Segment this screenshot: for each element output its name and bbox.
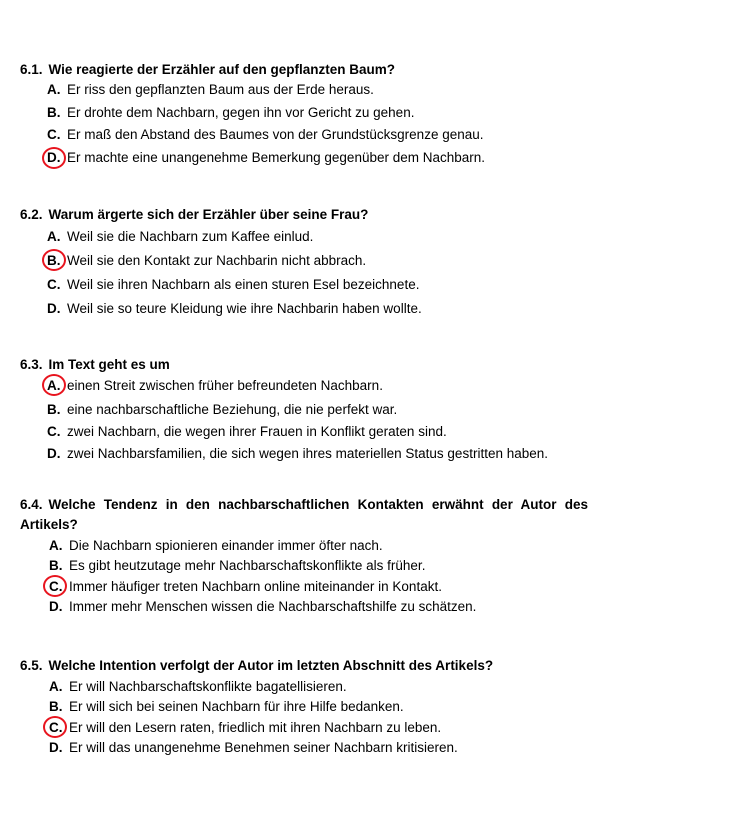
option-letter: A.: [47, 82, 61, 97]
option-letter: B.: [47, 105, 61, 120]
option-letter: B.: [47, 253, 61, 268]
option-text: eine nachbarschaftliche Beziehung, die nie perfekt war.: [67, 402, 398, 417]
option-letter: C.: [47, 424, 61, 439]
option-text: Er riss den gepflanzten Baum aus der Erde heraus.: [67, 82, 374, 97]
option-letter: D.: [49, 599, 63, 614]
question-number: 6.5.: [20, 658, 43, 673]
option-letter: A.: [49, 538, 63, 553]
option-text: Er will das unangenehme Benehmen seiner Nachbarn kritisieren.: [69, 740, 458, 755]
option-text: Weil sie ihren Nachbarn als einen sturen Esel bezeichnete.: [67, 277, 420, 292]
option-d[interactable]: [49, 740, 458, 756]
question-title: [20, 207, 368, 223]
question-text: Welche Intention verfolgt der Autor im letzten Abschnitt des Artikels?: [48, 658, 494, 673]
option-text: zwei Nachbarn, die wegen ihrer Frauen in Konflikt geraten sind.: [67, 424, 447, 439]
option-letter: D.: [49, 740, 63, 755]
question-number: 6.2.: [20, 207, 43, 222]
option-text: Weil sie so teure Kleidung wie ihre Nachbarin haben wollte.: [67, 301, 422, 316]
option-c[interactable]: [49, 720, 441, 736]
option-text: Immer häufiger treten Nachbarn online miteinander in Kontakt.: [69, 579, 442, 594]
option-text: zwei Nachbarsfamilien, die sich wegen ihres materiellen Status gestritten haben.: [67, 446, 548, 461]
question-text: Wie reagierte der Erzähler auf den gepflanzten Baum?: [48, 62, 395, 77]
question-title: [20, 62, 395, 78]
question-text: Im Text geht es um: [48, 357, 170, 372]
option-a[interactable]: [49, 679, 347, 695]
option-letter: C.: [49, 579, 63, 594]
option-letter: D.: [47, 150, 61, 165]
option-a[interactable]: [47, 378, 383, 394]
option-letter: A.: [47, 378, 61, 393]
question-title: [20, 495, 588, 535]
option-text: einen Streit zwischen früher befreundeten Nachbarn.: [67, 378, 383, 393]
option-letter: C.: [47, 127, 61, 142]
question-number: 6.3.: [20, 357, 43, 372]
option-text: Er will den Lesern raten, friedlich mit ihren Nachbarn zu leben.: [69, 720, 442, 735]
question-number: 6.4.: [20, 497, 43, 512]
option-letter: C.: [47, 277, 61, 292]
option-letter: A.: [49, 679, 63, 694]
option-d[interactable]: [49, 599, 476, 615]
option-text: Er maß den Abstand des Baumes von der Grundstücksgrenze genau.: [67, 127, 484, 142]
option-text: Es gibt heutzutage mehr Nachbarschaftskonflikte als früher.: [69, 558, 426, 573]
option-text: Er drohte dem Nachbarn, gegen ihn vor Gericht zu gehen.: [67, 105, 415, 120]
option-b[interactable]: [47, 253, 366, 269]
option-letter: B.: [47, 402, 61, 417]
question-number: 6.1.: [20, 62, 43, 77]
option-c[interactable]: [47, 277, 419, 293]
question-text: Warum ärgerte sich der Erzähler über seine Frau?: [48, 207, 369, 222]
option-text: Er will sich bei seinen Nachbarn für ihre Hilfe bedanken.: [69, 699, 404, 714]
option-text: Er machte eine unangenehme Bemerkung gegenüber dem Nachbarn.: [67, 150, 486, 165]
option-letter: C.: [49, 720, 63, 735]
option-b[interactable]: [47, 105, 414, 121]
question-title: [20, 658, 493, 674]
option-a[interactable]: [47, 229, 313, 245]
option-letter: D.: [47, 301, 61, 316]
option-text: Immer mehr Menschen wissen die Nachbarschaftshilfe zu schätzen.: [69, 599, 477, 614]
option-letter: B.: [49, 558, 63, 573]
option-letter: A.: [47, 229, 61, 244]
question-text: Welche Tendenz in den nachbarschaftlichen Kontakten erwähnt der Autor des Artikels?: [20, 497, 588, 532]
option-b[interactable]: [49, 699, 404, 715]
option-d[interactable]: [47, 150, 485, 166]
option-d[interactable]: [47, 301, 422, 317]
option-b[interactable]: [47, 402, 397, 418]
option-d[interactable]: [47, 446, 548, 462]
option-c[interactable]: [47, 127, 484, 143]
option-letter: B.: [49, 699, 63, 714]
option-a[interactable]: [47, 82, 374, 98]
option-text: Weil sie den Kontakt zur Nachbarin nicht abbrach.: [67, 253, 367, 268]
option-letter: D.: [47, 446, 61, 461]
question-title: [20, 357, 170, 373]
option-b[interactable]: [49, 558, 425, 574]
option-text: Er will Nachbarschaftskonflikte bagatellisieren.: [69, 679, 347, 694]
option-c[interactable]: [47, 424, 447, 440]
option-a[interactable]: [49, 538, 383, 554]
option-text: Die Nachbarn spionieren einander immer öfter nach.: [69, 538, 383, 553]
option-text: Weil sie die Nachbarn zum Kaffee einlud.: [67, 229, 314, 244]
option-c[interactable]: [49, 579, 442, 595]
